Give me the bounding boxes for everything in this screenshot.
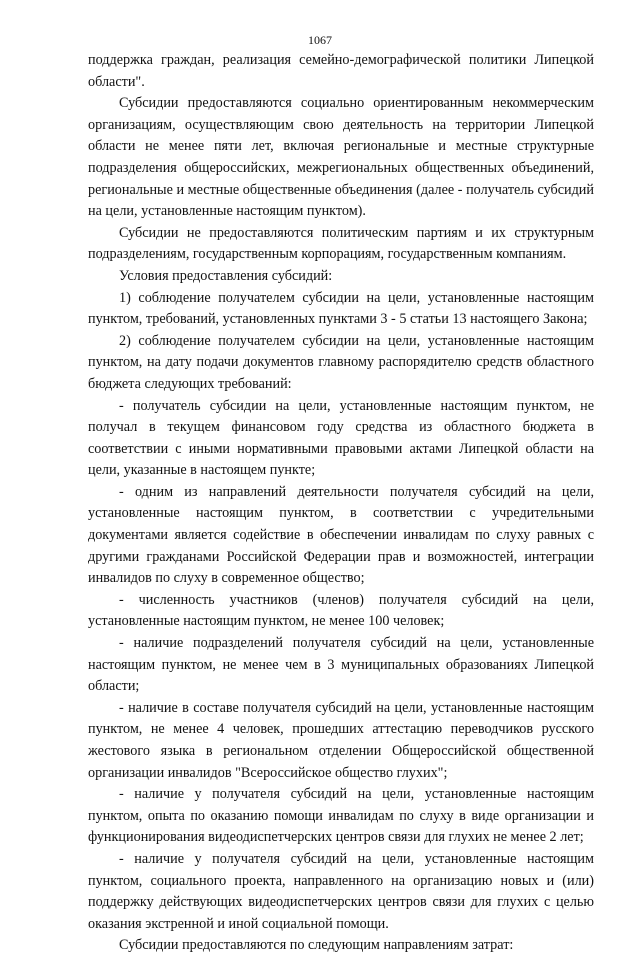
paragraph: Условия предоставления субсидий: bbox=[119, 267, 333, 284]
paragraph: Субсидии не предоставляются политическим партиям и их структурным подразделениям, государственным корпорациям, государственным компаниям. bbox=[88, 224, 594, 263]
paragraph: поддержка граждан, реализация семейно-демографической политики Липецкой области". bbox=[88, 52, 594, 90]
paragraph: - получатель субсидии на цели, установленные настоящим пунктом, не получал в текущем финансовом году средства из областного бюджета в соответствии с иными нормативными правовыми актами Липецкой области на цели, указанные в настоящем пункте; bbox=[88, 397, 594, 479]
paragraph: - наличие в составе получателя субсидий на цели, установленные настоящим пунктом, не менее 4 человек, прошедших аттестацию переводчиков русского жестового языка в региональном отделении Общероссийской общественной организации инвалидов "Всероссийское общество глухих"; bbox=[88, 699, 594, 781]
page-number: 1067 bbox=[308, 33, 332, 47]
paragraph: - одним из направлений деятельности получателя субсидий на цели, установленные настоящим пунктом, в соответствии с учредительными документами является содействие в обеспечении инвалидам по слуху равных с другими гражданами Российской Федерации прав и возможностей, интеграции инвалидов по слуху в современное общество; bbox=[88, 483, 594, 587]
paragraph: 1) соблюдение получателем субсидии на цели, установленные настоящим пунктом, требований, установленных пунктами 3 - 5 статьи 13 настоящего Закона; bbox=[88, 289, 594, 328]
paragraph: 2) соблюдение получателем субсидии на цели, установленные настоящим пунктом, на дату подачи документов главному распорядителю средств областного бюджета следующих требований: bbox=[88, 332, 594, 392]
paragraph: Субсидии предоставляются по следующим направлениям затрат: bbox=[119, 937, 514, 954]
paragraph: - наличие у получателя субсидий на цели, установленные настоящим пунктом, опыта по оказанию помощи инвалидам по слуху в виде организации и функционирования видеодиспетчерских центров связи для глухих не менее 2 лет; bbox=[88, 786, 594, 846]
paragraph: - численность участников (членов) получателя субсидий на цели, установленные настоящим пунктом, не менее 100 человек; bbox=[88, 591, 594, 630]
paragraph: - наличие подразделений получателя субсидий на цели, установленные настоящим пунктом, не менее чем в 3 муниципальных образованиях Липецкой области; bbox=[88, 635, 594, 695]
paragraph: - наличие у получателя субсидий на цели, установленные настоящим пунктом, социального проекта, направленного на организацию новых и (или) поддержку действующих видеодиспетчерских центров связи для глухих с целью оказания экстренной и иной социальной помощи. bbox=[88, 850, 594, 932]
paragraph: Субсидии предоставляются социально ориентированным некоммерческим организациям, осуществляющим свою деятельность на территории Липецкой области не менее пяти лет, включая региональные и местные структурные подразделения общероссийских, межрегиональных общественных объединений, региональные и местные общественные объединения (далее - получатель субсидий на цели, установленные настоящим пунктом). bbox=[88, 95, 594, 220]
document-body bbox=[88, 50, 594, 957]
